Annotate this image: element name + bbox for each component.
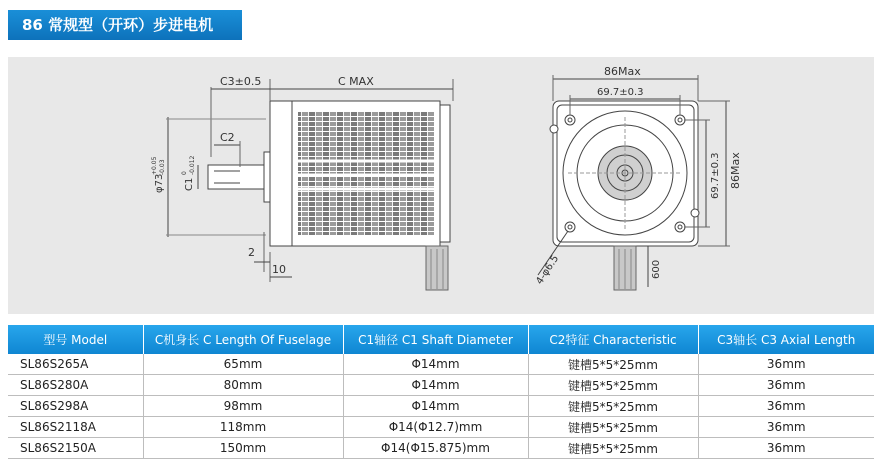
- cell-characteristic: 键槽5*5*25mm: [528, 354, 698, 375]
- dim-dia73-tol-down: -0.03: [159, 159, 166, 175]
- dim-c1-tol-up: 0: [181, 171, 188, 175]
- cell-shaft-diameter: Φ14mm: [343, 375, 528, 396]
- dim-dia73-tol-up: +0.05: [151, 156, 158, 175]
- cell-shaft-diameter: Φ14(Φ15.875)mm: [343, 438, 528, 459]
- cell-shaft-diameter: Φ14mm: [343, 354, 528, 375]
- table-row: [8, 417, 874, 438]
- cell-characteristic: 键槽5*5*25mm: [528, 438, 698, 459]
- spec-table: [8, 325, 874, 459]
- table-row: [8, 396, 874, 417]
- cell-axial-length: 36mm: [698, 417, 874, 438]
- dim-c2-label: C2: [220, 131, 235, 144]
- dim-dia73-label: φ73: [154, 173, 165, 193]
- dim-2-label: 2: [248, 246, 255, 259]
- cell-axial-length: 36mm: [698, 354, 874, 375]
- cell-length: 65mm: [143, 354, 343, 375]
- table-row: [8, 354, 874, 375]
- cell-characteristic: 键槽5*5*25mm: [528, 396, 698, 417]
- dim-pitch-top-label: 69.7±0.3: [597, 87, 644, 98]
- dim-lead-length-label: 600: [651, 259, 662, 279]
- header-characteristic: C2特征 Characteristic: [528, 325, 698, 354]
- cell-model: SL86S2118A: [8, 417, 143, 438]
- cell-length: 150mm: [143, 438, 343, 459]
- header-shaft-diameter: C1轴径 C1 Shaft Diameter: [343, 325, 528, 354]
- section-title: 86 常规型（开环）步进电机: [8, 10, 242, 40]
- table-header-row: [8, 325, 874, 354]
- cell-length: 98mm: [143, 396, 343, 417]
- dim-c1-label: C1: [184, 177, 195, 191]
- cell-model: SL86S2150A: [8, 438, 143, 459]
- cell-model: SL86S265A: [8, 354, 143, 375]
- dim-pitch-right-label: 69.7±0.3: [710, 152, 721, 199]
- cell-axial-length: 36mm: [698, 396, 874, 417]
- cell-model: SL86S280A: [8, 375, 143, 396]
- cell-characteristic: 键槽5*5*25mm: [528, 375, 698, 396]
- dim-c1-tol-down: -0.012: [189, 155, 196, 175]
- header-model: 型号 Model: [8, 325, 143, 354]
- dim-cmax-label: C MAX: [338, 75, 374, 88]
- cell-shaft-diameter: Φ14(Φ12.7)mm: [343, 417, 528, 438]
- table-row: [8, 438, 874, 459]
- dim-10-label: 10: [272, 263, 286, 276]
- drawing-svg: [8, 57, 874, 314]
- side-view: [166, 79, 453, 290]
- table-row: [8, 375, 874, 396]
- header-axial-length: C3轴长 C3 Axial Length: [698, 325, 874, 354]
- cell-length: 118mm: [143, 417, 343, 438]
- dim-c3-label: C3±0.5: [220, 75, 262, 88]
- cell-axial-length: 36mm: [698, 375, 874, 396]
- dim-86max-right-label: 86Max: [729, 152, 742, 189]
- dim-holes-label: 4-φ6.5: [534, 253, 562, 287]
- cell-shaft-diameter: Φ14mm: [343, 396, 528, 417]
- technical-drawing: [8, 57, 874, 314]
- front-view: [538, 75, 730, 290]
- cell-characteristic: 键槽5*5*25mm: [528, 417, 698, 438]
- cell-axial-length: 36mm: [698, 438, 874, 459]
- header-length: C机身长 C Length Of Fuselage: [143, 325, 343, 354]
- cell-model: SL86S298A: [8, 396, 143, 417]
- dim-86max-top-label: 86Max: [604, 65, 641, 78]
- cell-length: 80mm: [143, 375, 343, 396]
